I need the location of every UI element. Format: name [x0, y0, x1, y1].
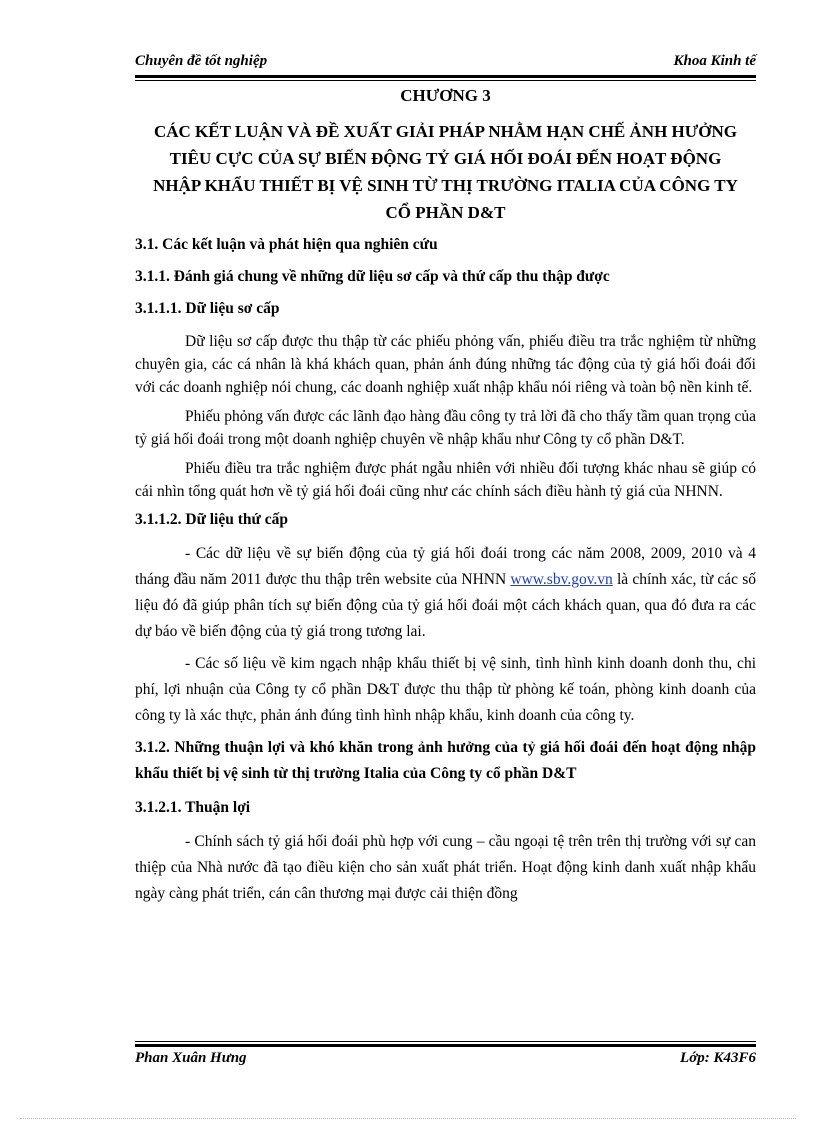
- footer-left: Phan Xuân Hưng: [135, 1050, 247, 1066]
- paragraph-import-data: - Các số liệu về kim ngạch nhập khẩu thiết bị vệ sinh, tình hình kinh doanh donh thu, chi phí, lợi nhuận của Công ty cổ phần D&T được thu thập từ phòng kế toán, phòng kinh doanh của công ty là xác thực, phản ánh đúng tình hình nhập khẩu, kinh doanh của công ty.: [135, 655, 756, 724]
- paragraph-exchange-data: [135, 541, 756, 645]
- header-right: Khoa Kinh tế: [673, 53, 756, 69]
- chapter-heading: CHƯƠNG 3: [400, 86, 491, 105]
- paragraph-primary-data: Dữ liệu sơ cấp được thu thập từ các phiếu phỏng vấn, phiếu điều tra trắc nghiệm từ những chuyên gia, các cá nhân là khá khách quan, phản ánh đúng những tác động của tỷ giá hối đoái đối với các doanh nghiệp nói chung, các doanh nghiệp xuất nhập khẩu nói riêng và toàn bộ nền kinh tế.: [135, 333, 756, 396]
- section-3-1-2-heading: 3.1.2. Những thuận lợi và khó khăn trong ảnh hưởng của tỷ giá hối đoái đến hoạt động nhập khẩu thiết bị vệ sinh từ thị trường Italia của Công ty cổ phần D&T: [135, 739, 756, 782]
- paragraph-exchange-data-b: là chính xác, từ các số liệu đó đã giúp phân tích sự biến động của tỷ giá hối đoái một cách khách quan, qua đó đưa ra các dự báo về biến động của tỷ giá trong tương lai.: [135, 571, 757, 640]
- chapter-title: CÁC KẾT LUẬN VÀ ĐỀ XUẤT GIẢI PHÁP NHẰM HẠN CHẾ ẢNH HƯỞNG TIÊU CỰC CỦA SỰ BIẾN ĐỘNG TỶ GIÁ HỐI ĐOÁI ĐẾN HOẠT ĐỘNG NHẬP KHẨU THIẾT BỊ VỆ SINH TỪ THỊ TRƯỜNG ITALIA CỦA CÔNG TY CỔ PHẦN D&T: [153, 122, 738, 222]
- section-3-1-1-1-heading: 3.1.1.1. Dữ liệu sơ cấp: [135, 300, 280, 317]
- section-3-1-1-heading: 3.1.1. Đánh giá chung về những dữ liệu sơ cấp và thứ cấp thu thập được: [135, 268, 610, 285]
- paragraph-exchange-data-a: - Các dữ liệu về sự biến động của tỷ giá hối đoái trong các năm 2008, 2009, 2010 và 4 tháng đầu năm 2011 được thu thập trên website của NHNN: [135, 545, 756, 588]
- page-footer: [135, 1050, 756, 1072]
- page-boundary: [20, 1118, 796, 1119]
- paragraph-interview: Phiếu phỏng vấn được các lãnh đạo hàng đầu công ty trả lời đã cho thấy tầm quan trọng của tỷ giá hối đoái trong một doanh nghiệp chuyên về nhập khẩu như Công ty cổ phần D&T.: [135, 408, 756, 448]
- footer-rule: [135, 1041, 756, 1042]
- sbv-website-link[interactable]: www.sbv.gov.vn: [510, 571, 613, 588]
- paragraph-survey: Phiếu điều tra trắc nghiệm được phát ngẫu nhiên với nhiều đối tượng khác nhau sẽ giúp có cái nhìn tổng quát hơn về tỷ giá hối đoái cũng như các chính sách điều hành tỷ giá của NHNN.: [135, 460, 756, 500]
- paragraph-advantages: - Chính sách tỷ giá hối đoái phù hợp với cung – cầu ngoại tệ trên trên thị trường với sự can thiệp của Nhà nước đã tạo điều kiện cho sản xuất phát triển. Hoạt động kinh danh xuất nhập khẩu ngày càng phát triển, cán cân thương mại được cải thiện đồng: [135, 833, 756, 902]
- section-3-1-1-2-heading: 3.1.1.2. Dữ liệu thứ cấp: [135, 511, 288, 528]
- page-body: [135, 234, 756, 907]
- footer-right: Lớp: K43F6: [680, 1050, 756, 1066]
- header-left: Chuyên đề tốt nghiệp: [135, 53, 268, 69]
- page-header: [135, 53, 756, 75]
- section-3-1-2-1-heading: 3.1.2.1. Thuận lợi: [135, 799, 251, 816]
- section-3-1-heading: 3.1. Các kết luận và phát hiện qua nghiên cứu: [135, 236, 438, 253]
- header-rule: [135, 75, 756, 78]
